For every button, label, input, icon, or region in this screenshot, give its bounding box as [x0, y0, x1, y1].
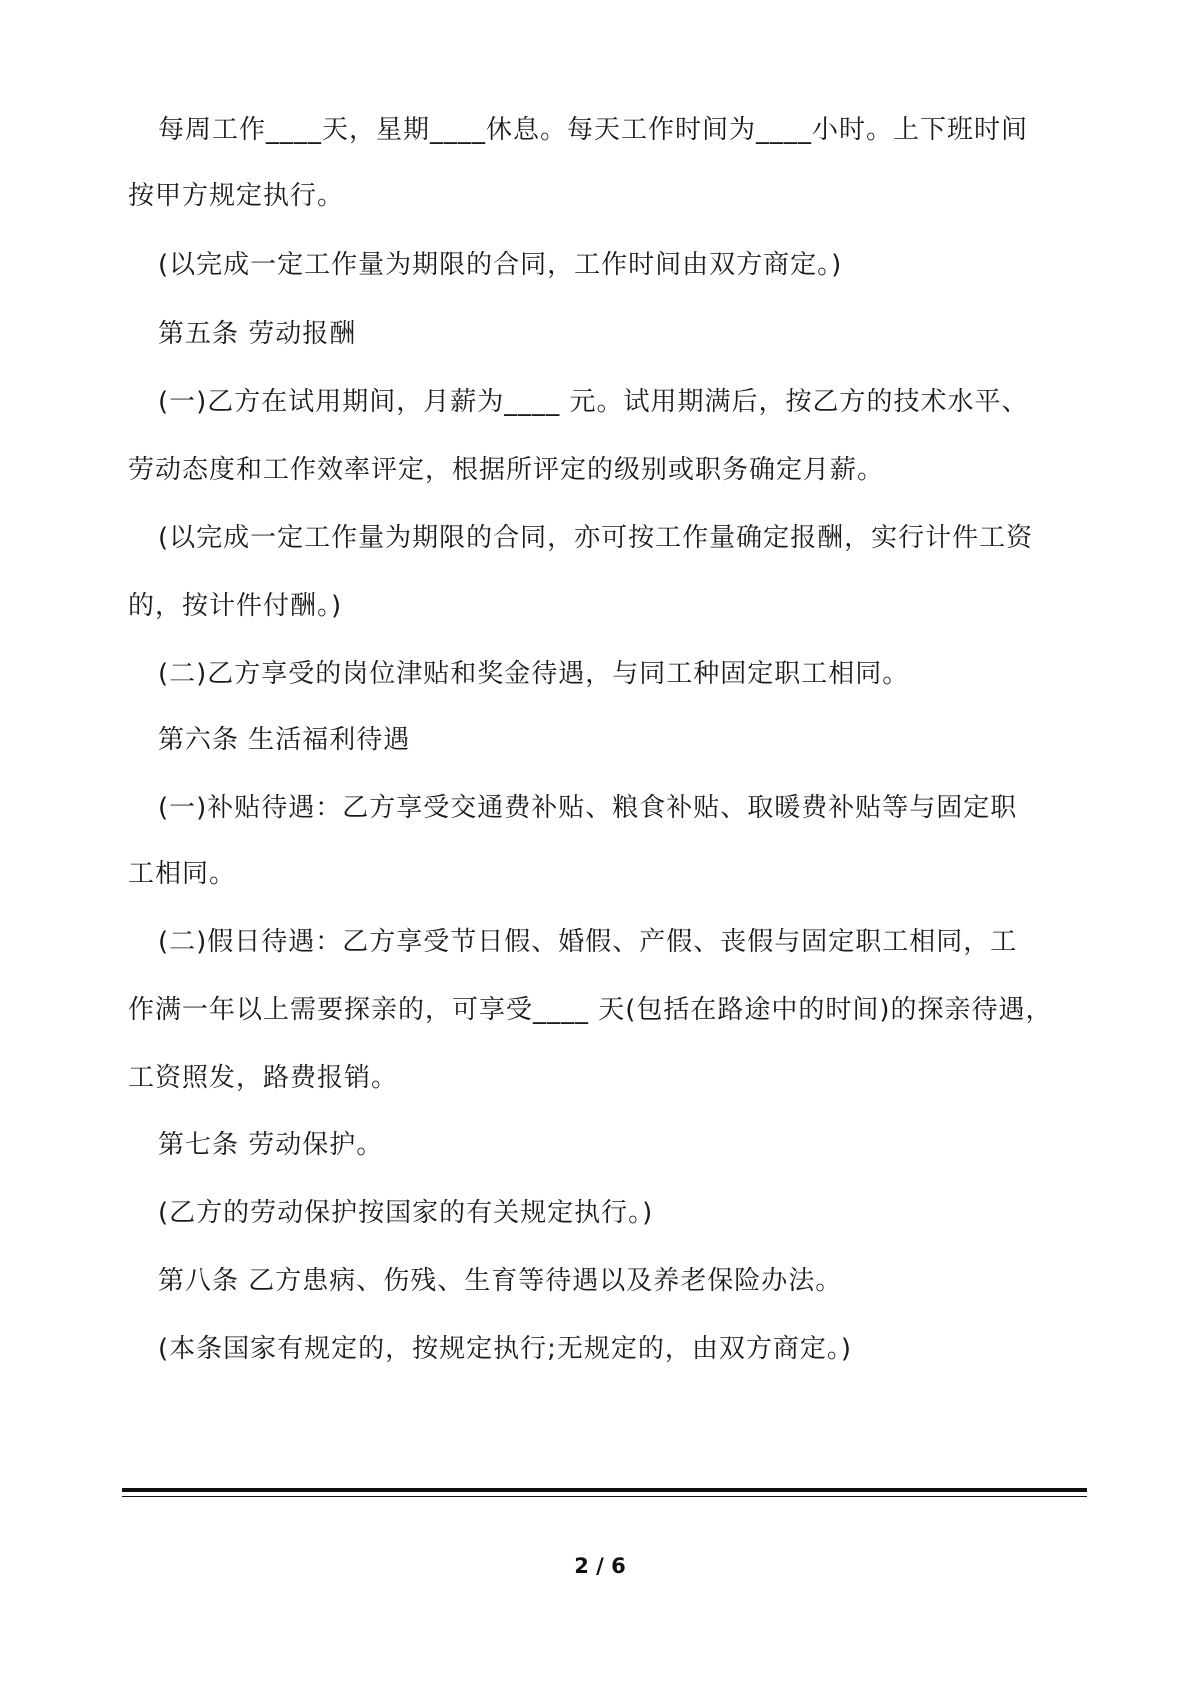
- text-line: 劳动态度和工作效率评定，根据所评定的级别或职务确定月薪。: [128, 455, 885, 485]
- text-line: (二)假日待遇：乙方享受节日假、婚假、产假、丧假与固定职工相同，工: [158, 927, 1018, 957]
- text-line: (一)乙方在试用期间，月薪为____ 元。试用期满后，按乙方的技术水平、: [158, 387, 1029, 417]
- section-heading: 第六条 生活福利待遇: [158, 725, 411, 755]
- text-line: (本条国家有规定的，按规定执行;无规定的，由双方商定。): [158, 1334, 853, 1364]
- text-line: (以完成一定工作量为期限的合同，工作时间由双方商定。): [158, 250, 843, 280]
- text-line: 每周工作____天，星期____休息。每天工作时间为____小时。上下班时间: [158, 115, 1029, 145]
- text-line: (二)乙方享受的岗位津贴和奖金待遇，与同工种固定职工相同。: [158, 659, 910, 689]
- section-heading: 第五条 劳动报酬: [158, 319, 357, 349]
- footer-divider-thick: [122, 1488, 1087, 1492]
- text-line: 工资照发，路费报销。: [128, 1063, 399, 1093]
- page-number: 2 / 6: [574, 1554, 626, 1578]
- section-heading: 第七条 劳动保护。: [158, 1130, 384, 1160]
- text-line: 的，按计件付酬。): [128, 591, 343, 621]
- section-heading: 第八条 乙方患病、伤残、生育等待遇以及养老保险办法。: [158, 1266, 843, 1296]
- text-line: 作满一年以上需要探亲的，可享受____ 天(包括在路途中的时间)的探亲待遇，: [128, 995, 1053, 1025]
- text-line: (乙方的劳动保护按国家的有关规定执行。): [158, 1198, 654, 1228]
- text-line: (以完成一定工作量为期限的合同，亦可按工作量确定报酬，实行计件工资: [158, 523, 1034, 553]
- text-line: 工相同。: [128, 859, 237, 889]
- text-line: 按甲方规定执行。: [128, 181, 345, 211]
- footer-divider-thin: [122, 1496, 1087, 1497]
- text-line: (一)补贴待遇：乙方享受交通费补贴、粮食补贴、取暖费补贴等与固定职: [158, 793, 1018, 823]
